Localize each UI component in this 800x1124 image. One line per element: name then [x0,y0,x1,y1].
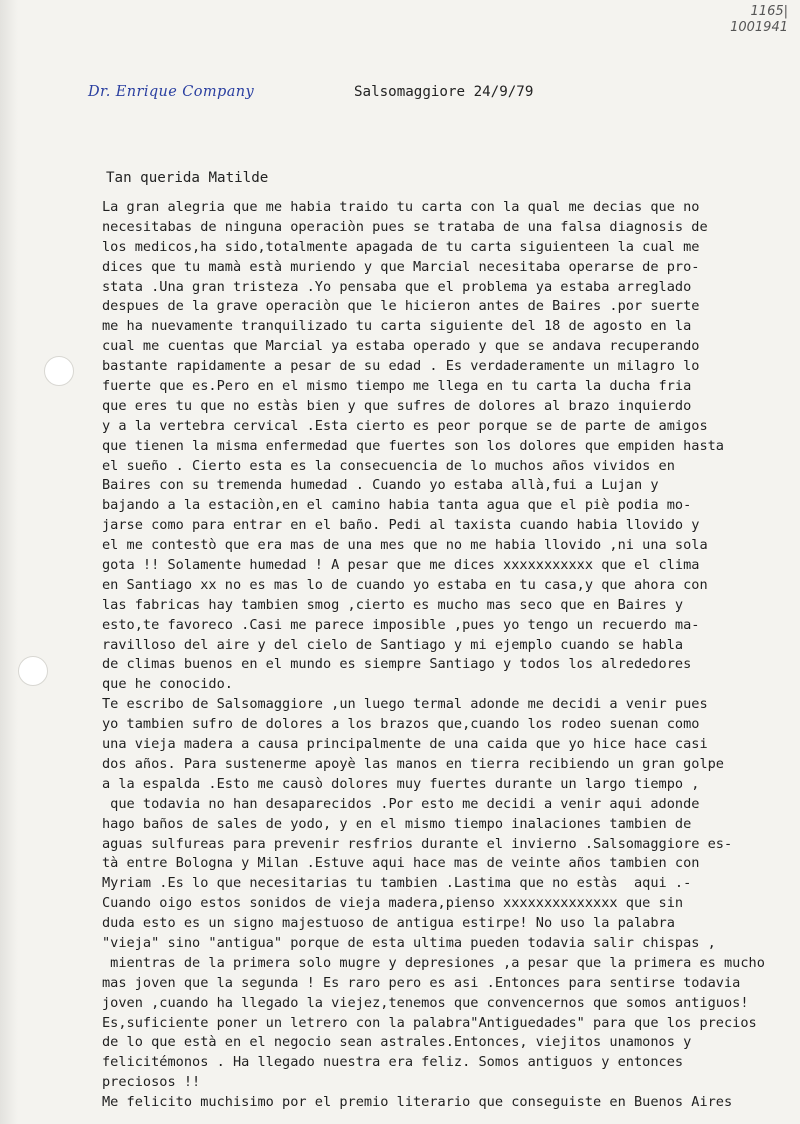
text-line: dos años. Para sustenerme apoyè las manos en tierra recibiendo un gran golpe [102,755,724,772]
text-line: que eres tu que no estàs bien y que sufres de dolores al brazo inquierdo [102,397,692,414]
text-line: aguas sulfureas para prevenir resfrios durante el invierno .Salsomaggiore es- [102,835,733,852]
text-line: hago baños de sales de yodo, y en el mismo tiempo inalaciones tambien de [102,815,692,832]
text-line: fuerte que es.Pero en el mismo tiempo me llega en tu carta la ducha fria [102,378,692,395]
text-line: los medicos,ha sido,totalmente apagada de tu carta siguienteen la cual me [102,238,700,255]
text-line: duda esto es un signo majestuoso de antigua estirpe! No uso la palabra [102,915,675,932]
text-line: Te escribo de Salsomaggiore ,un luego termal adonde me decidi a venir pues [102,696,708,713]
salutation: Tan querida Matilde [106,170,269,186]
text-line: Baires con su tremenda humedad . Cuando yo estaba allà,fui a Lujan y [102,477,659,494]
text-line: de lo que està en el negocio sean astrales.Entonces, viejitos unamonos y [102,1034,692,1051]
text-line: ravilloso del aire y del cielo de Santiago y mi ejemplo cuando se habla [102,636,684,653]
letterhead: Dr. Enrique Company [88,84,255,100]
text-line: de climas buenos en el mundo es siempre Santiago y todos los alrededores [102,656,692,673]
text-line: joven ,cuando ha llegado la viejez,tenemos que convencernos que somos antiguos! [102,994,749,1011]
text-line: y a la vertebra cervical .Esta cierto es peor porque se de parte de amigos [102,417,708,434]
text-line: despues de la grave operaciòn que le hicieron antes de Baires .por suerte [102,298,700,315]
text-line: "vieja" sino "antigua" porque de esta ultima pueden todavia salir chispas , [102,934,716,951]
text-line: que he conocido. [102,676,233,693]
letter-body [102,198,765,1113]
archive-marks [708,4,788,36]
text-line: que todavia no han desaparecidos .Por esto me decidi a venir aqui adonde [102,795,700,812]
text-line: stata .Una gran tristeza .Yo pensaba que el problema ya estaba arreglado [102,278,692,295]
text-line: La gran alegria que me habia traido tu carta con la qual me decias que no [102,199,700,215]
text-line: una vieja madera a causa principalmente de una caida que yo hice hace casi [102,736,708,753]
text-line: preciosos !! [102,1074,201,1091]
place-date: Salsomaggiore 24/9/79 [354,84,534,100]
text-line: jarse como para entrar en el baño. Pedi al taxista cuando habia llovido y [102,517,700,534]
text-line: tà entre Bologna y Milan .Estuve aqui hace mas de veinte años tambien con [102,855,700,872]
text-line: que tienen la misma enfermedad que fuertes son los dolores que empiden hasta [102,437,724,454]
text-line: mas joven que la segunda ! Es raro pero es asi .Entonces para sentirse todavia [102,974,741,991]
text-line: necesitabas de ninguna operaciòn pues se trataba de una falsa diagnosis de [102,218,708,235]
text-line: dices que tu mamà està muriendo y que Marcial necesitaba operarse de pro- [102,258,700,275]
text-line: las fabricas hay tambien smog ,cierto es mucho mas seco que en Baires y [102,596,684,613]
text-line: Me felicito muchisimo por el premio literario que conseguiste en Buenos Aires [102,1094,733,1111]
text-line: a la espalda .Esto me causò dolores muy fuertes durante un largo tiempo , [102,775,700,792]
punch-hole-bottom [18,656,48,686]
text-line: Cuando oigo estos sonidos de vieja madera,pienso xxxxxxxxxxxxxx que sin [102,895,684,912]
text-line: el me contestò que era mas de una mes que no me habia llovido ,ni una sola [102,537,708,554]
archive-mark: 1165| [750,4,788,19]
text-line: en Santiago xx no es mas lo de cuando yo estaba en tu casa,y que ahora con [102,576,708,593]
text-line: bastante rapidamente a pesar de su edad . Es verdaderamente un milagro lo [102,358,700,375]
text-line: gota !! Solamente humedad ! A pesar que me dices xxxxxxxxxxx que el clima [102,557,700,574]
text-line: yo tambien sufro de dolores a los brazos que,cuando los rodeo suenan como [102,716,700,733]
text-line: bajando a la estaciòn,en el camino habia tanta agua que el piè podia mo- [102,497,692,514]
text-line: me ha nuevamente tranquilizado tu carta siguiente del 18 de agosto en la [102,318,692,335]
text-line: cual me cuentas que Marcial ya estaba operado y que se andava recuperando [102,338,700,355]
text-line: felicitémonos . Ha llegado nuestra era feliz. Somos antiguos y entonces [102,1054,684,1071]
text-line: mientras de la primera solo mugre y depresiones ,a pesar que la primera es mucho [102,954,765,971]
text-line: el sueño . Cierto esta es la consecuencia de lo muchos años vividos en [102,457,675,474]
page-edge-shadow [0,0,18,1124]
archive-mark: 1001941 [730,20,788,35]
text-line: Es,suficiente poner un letrero con la palabra"Antiguedades" para que los precios [102,1014,757,1031]
punch-hole-top [44,356,74,386]
text-line: Myriam .Es lo que necesitarias tu tambien .Lastima que no estàs aqui .- [102,875,692,892]
text-line: esto,te favoreco .Casi me parece imposible ,pues yo tengo un recuerdo ma- [102,616,700,633]
